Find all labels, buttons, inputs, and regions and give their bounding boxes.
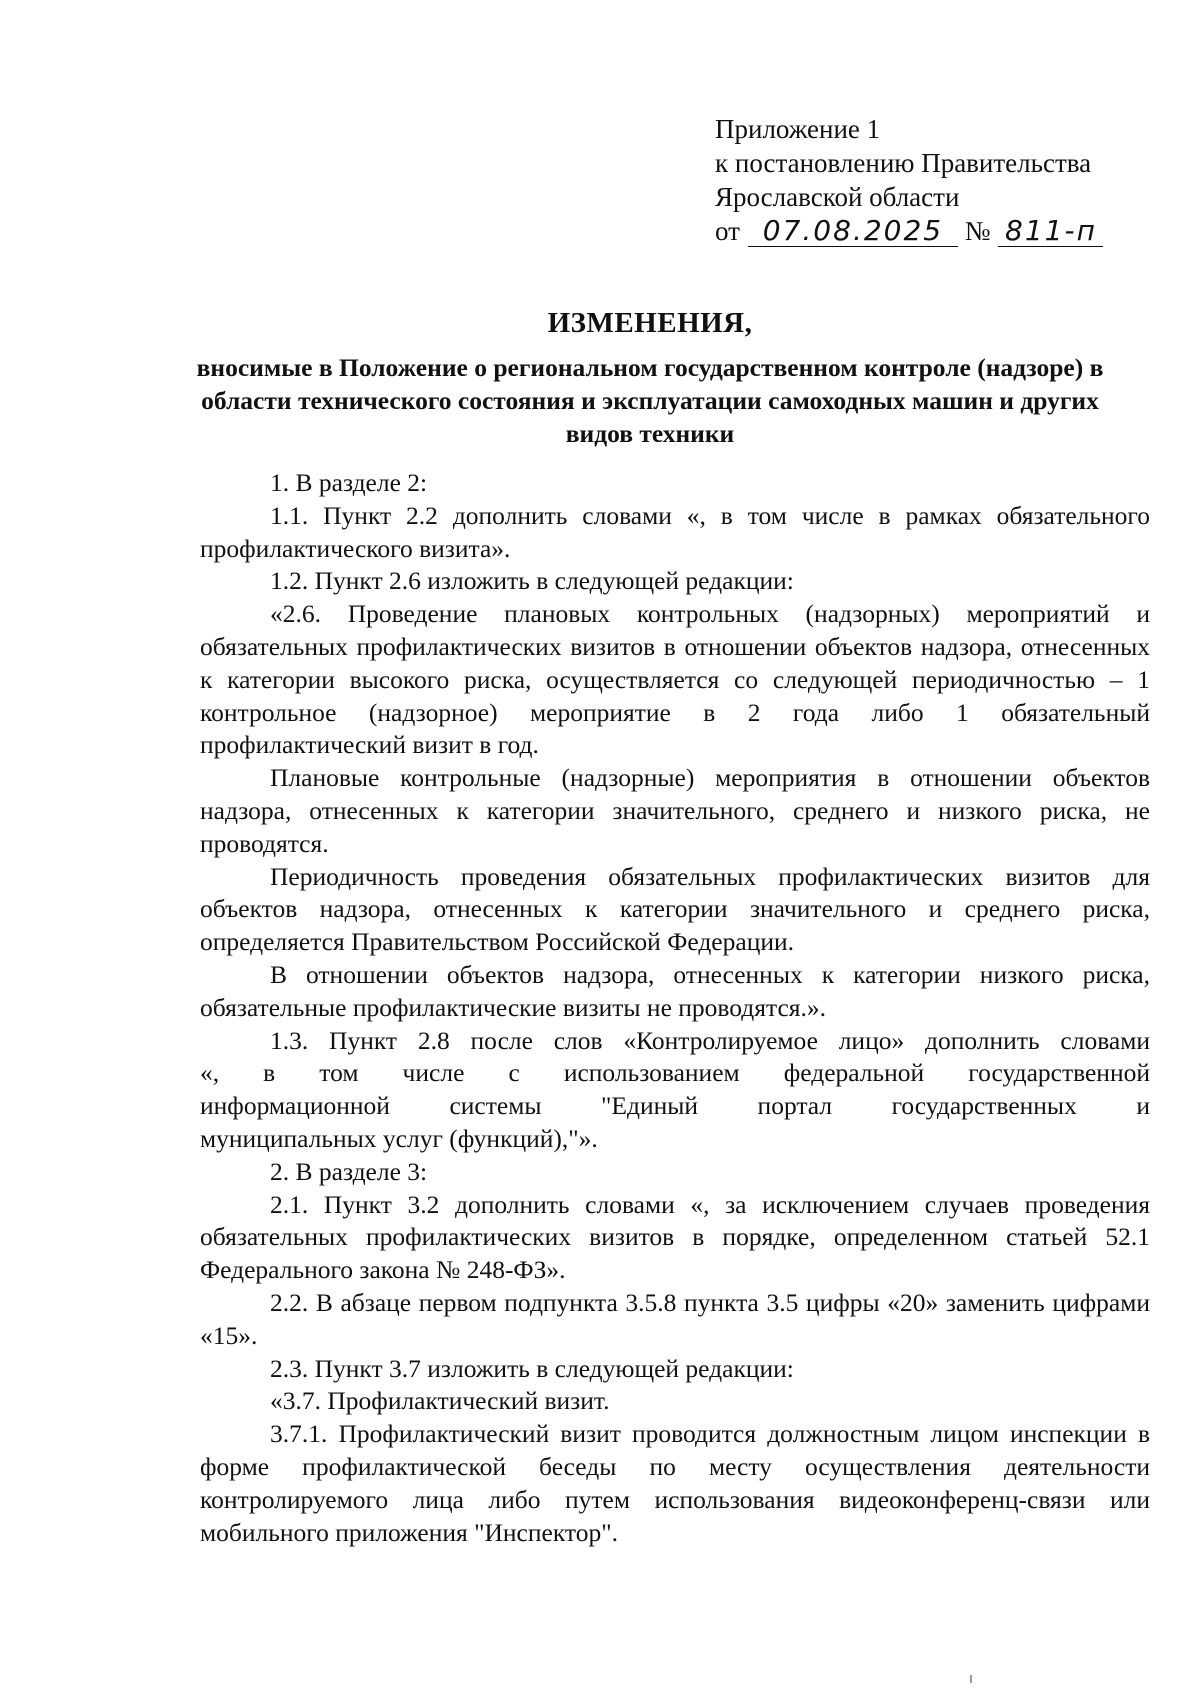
document-subtitle: вносимые в Положение о региональном государственном контроле (надзоре) в области технического состояния и эксплуатации самоходных машин и других видов техники (196, 353, 1104, 448)
appendix-block (715, 112, 1103, 248)
date-prefix: от (715, 216, 740, 246)
handwritten-number: 811-п (998, 216, 1103, 247)
appendix-line-1: Приложение 1 (715, 114, 881, 144)
paragraph: 1. В разделе 2: (270, 468, 428, 497)
handwritten-date: 07.08.2025 (748, 216, 958, 247)
paragraph: «, в том числе с использованием федеральной государственной (200, 1058, 1150, 1088)
paragraph: 2.1. Пункт 3.2 дополнить словами «, за исключением случаев проведения обязательных профилактических визитов в порядке, определенном статьей 52.1 Федерального закона № 248-ФЗ». (200, 1189, 1150, 1285)
document-title: ИЗМЕНЕНИЯ, (547, 307, 753, 339)
paragraph: 2. В разделе 3: (270, 1156, 428, 1186)
paragraph: 1.1. Пункт 2.2 дополнить словами «, в том числе в рамках обязательного профилактического визита». (200, 500, 1150, 563)
paragraph: Периодичность проведения обязательных профилактических визитов для объектов надзора, отнесенных к категории значительного и среднего риска, определяется Правительством Российской Федерации. (200, 861, 1150, 957)
paragraph: информационной системы "Единый портал государственных и (200, 1091, 1150, 1121)
number-prefix: № (964, 216, 991, 246)
paragraph: «3.7. Профилактический визит. (270, 1386, 610, 1416)
paragraph: 2.3. Пункт 3.7 изложить в следующей редакции: (270, 1353, 794, 1383)
paragraph: В отношении объектов надзора, отнесенных к категории низкого риска, обязательные профилактические визиты не проводятся.». (200, 959, 1150, 1022)
scan-mark (970, 1675, 972, 1683)
paragraph: 1.3. Пункт 2.8 после слов «Контролируемое лицо» дополнить словами (270, 1025, 1150, 1055)
paragraph: 3.7.1. Профилактический визит проводится должностным лицом инспекции в форме профилактической беседы по месту осуществления деятельности контролируемого лица либо путем использования видеоконференц-связи или мобильного приложения "Инспектор". (200, 1419, 1150, 1547)
document-body (200, 467, 1150, 1549)
appendix-line-3: Ярославской области (715, 182, 960, 212)
paragraph: Плановые контрольные (надзорные) мероприятия в отношении объектов надзора, отнесенных к категории значительного, среднего и низкого риска, не проводятся. (200, 763, 1150, 858)
paragraph: муниципальных услуг (функций),"». (200, 1123, 598, 1153)
paragraph: 1.2. Пункт 2.6 изложить в следующей редакции: (270, 566, 794, 596)
document-heading (190, 305, 1110, 450)
paragraph: «2.6. Проведение плановых контрольных (надзорных) мероприятий и обязательных профилактических визитов в отношении объектов надзора, отнесенных к категории высокого риска, осуществляется со следующей периодичностью – 1 контрольное (надзорное) мероприятие в 2 года либо 1 обязательный профилактический визит в год. (200, 599, 1150, 760)
appendix-line-2: к постановлению Правительства (715, 148, 1092, 178)
paragraph: 2.2. В абзаце первом подпункта 3.5.8 пункта 3.5 цифры «20» заменить цифрами «15». (200, 1287, 1150, 1350)
appendix-line-4 (715, 214, 1103, 248)
